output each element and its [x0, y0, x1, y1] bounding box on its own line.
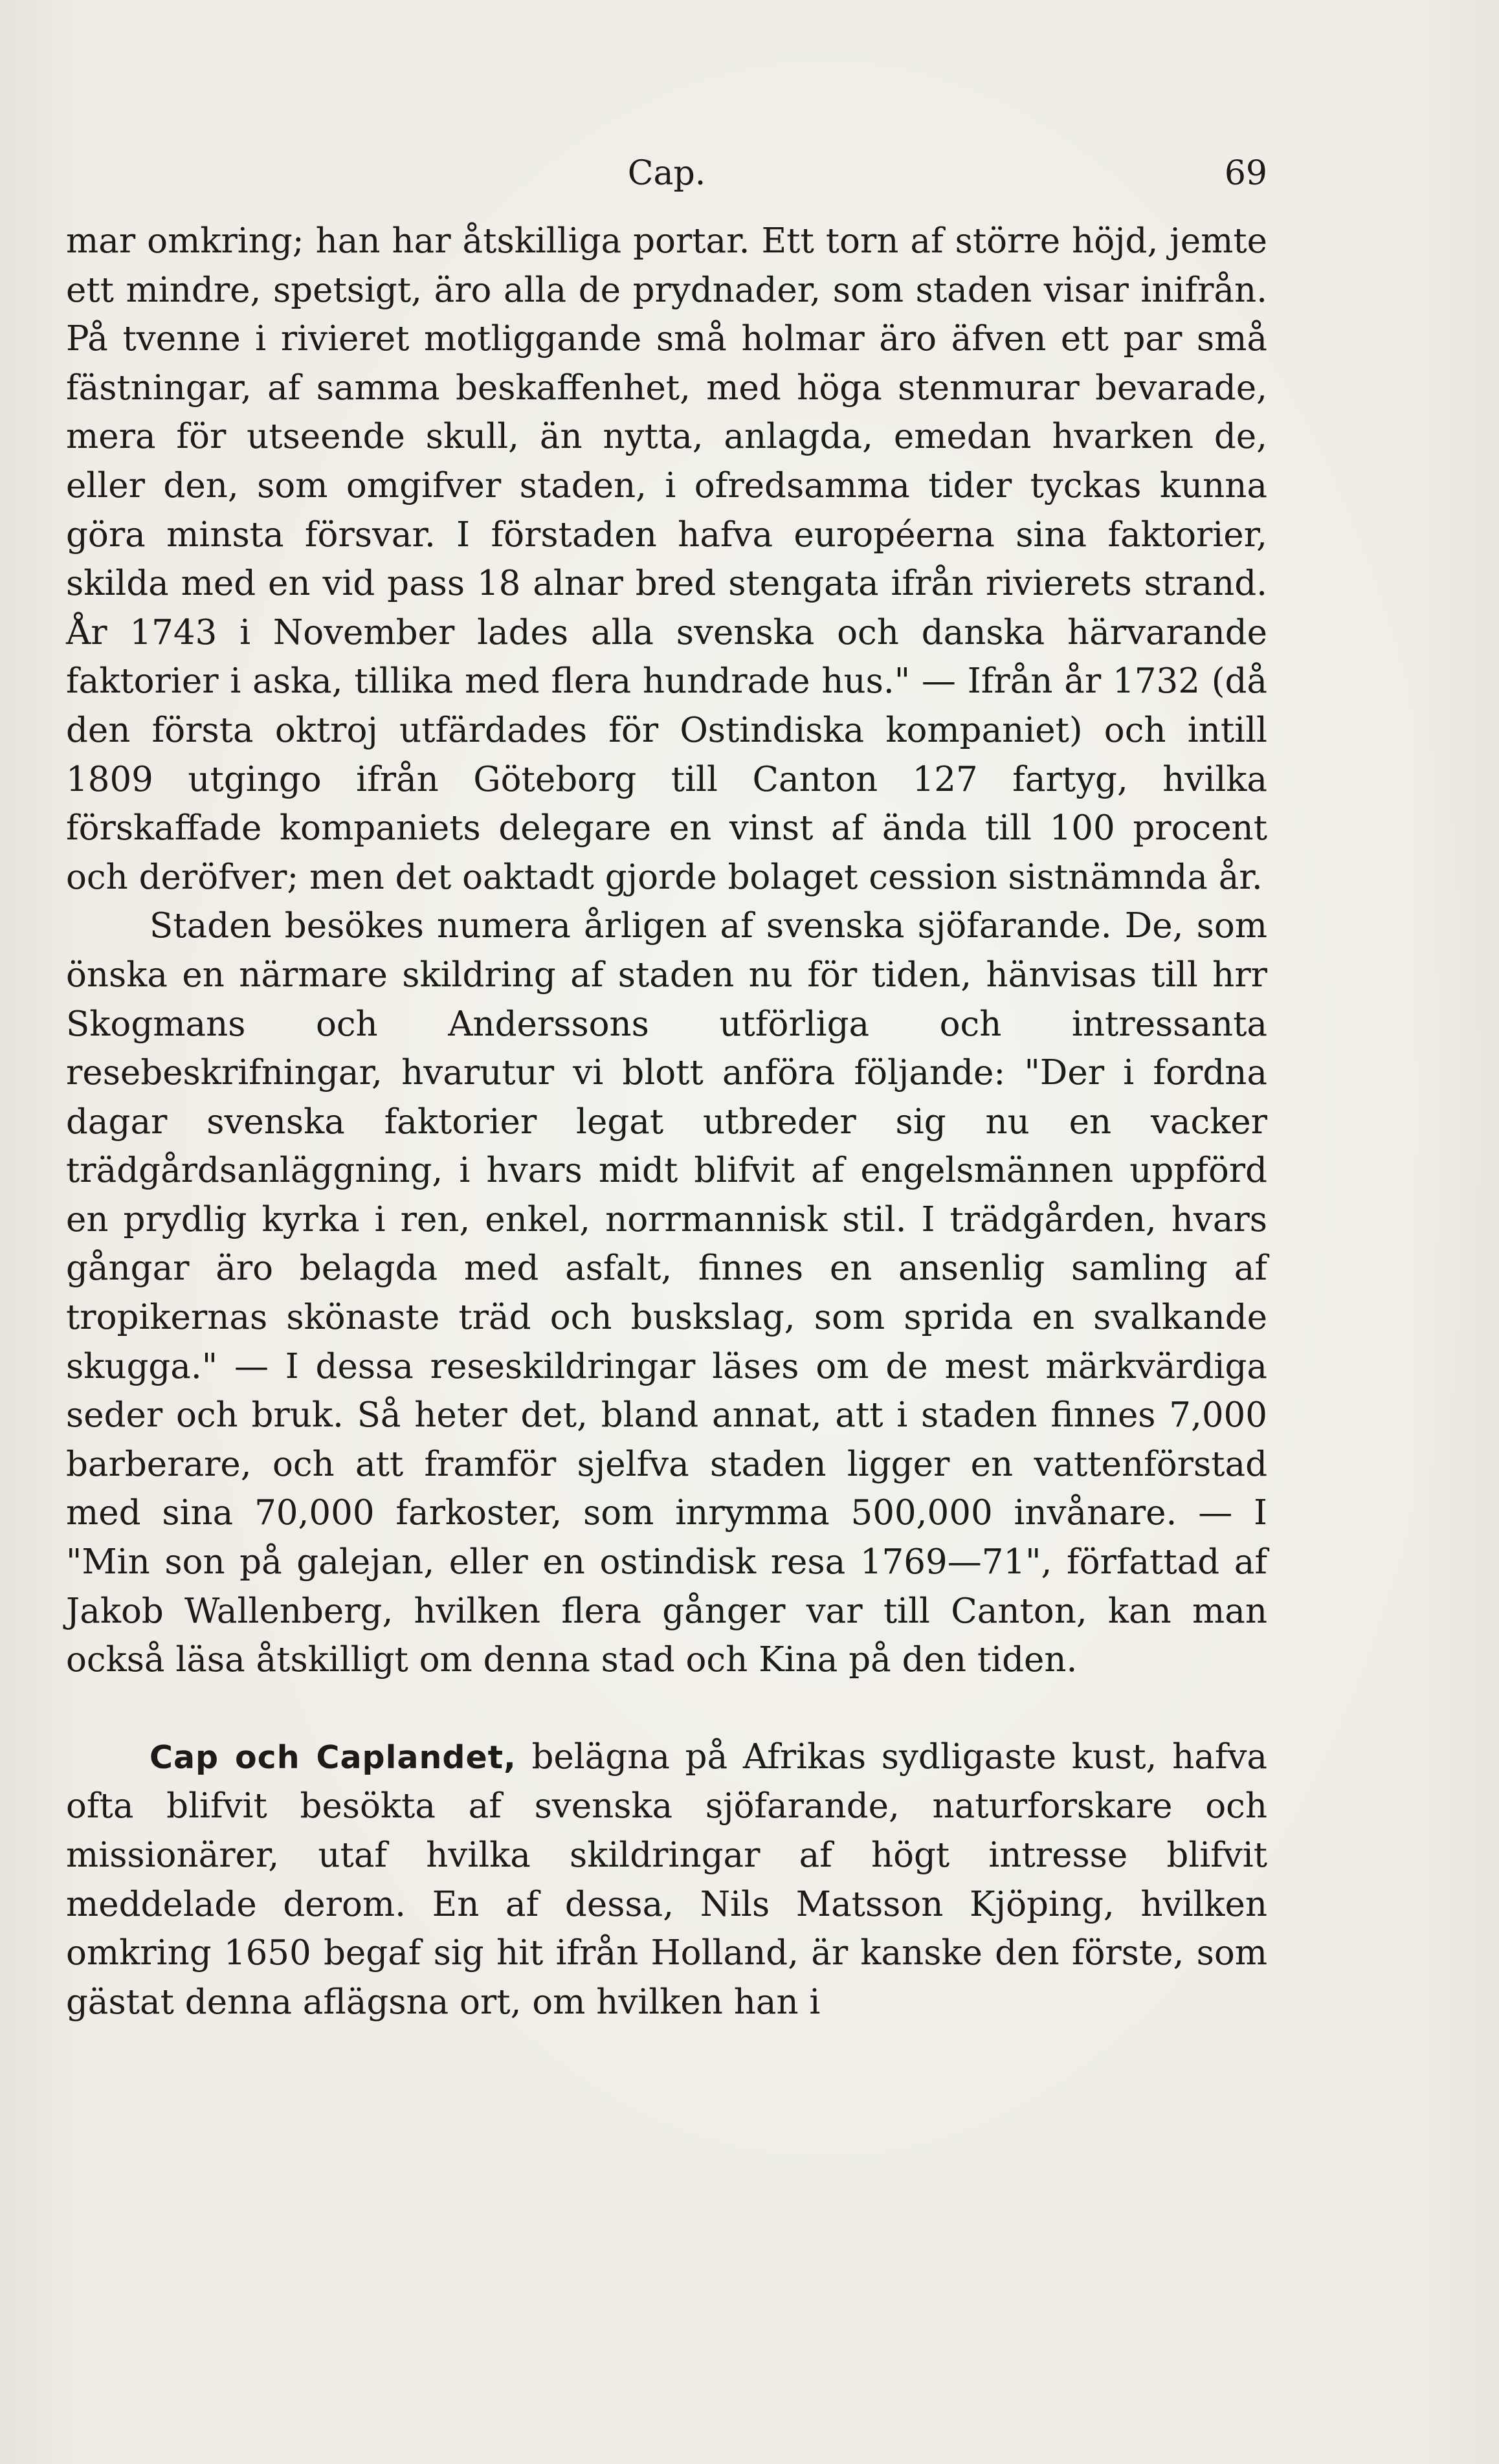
page-number: 69: [1224, 154, 1267, 193]
paragraph-canton-continued: mar omkring; han har åtskilliga portar. Ett torn af större höjd, jemte ett mindre, spetsigt, äro alla de prydnader, som staden visar inifrån. På tvenne i rivieret motliggande små holmar äro äfven ett par små fästningar, af samma beskaffenhet, med höga stenmurar bevarade, mera för utseende skull, än nytta, anlagda, emedan hvarken de, eller den, som omgifver staden, i ofredsamma tider tyckas kunna göra minsta försvar. I förstaden hafva européerna sina faktorier, skilda med en vid pass 18 alnar bred stengata ifrån rivierets strand. År 1743 i November lades alla svenska och danska härvarande faktorier i aska, tillika med flera hundrade hus." — Ifrån år 1732 (då den första oktroj utfärdades för Ostindiska kompaniet) och intill 1809 utgingo ifrån Göteborg till Canton 127 fartyg, hvilka förskaffade kompaniets delegare en vinst af ända till 100 procent och deröfver; men det oaktadt gjorde bolaget cession sistnämnda år.: [66, 221, 1267, 897]
entry-headword: Cap och Caplandet,: [150, 1738, 516, 1776]
body-text: [66, 217, 1267, 2026]
running-head: Cap.: [627, 154, 706, 193]
paragraph-cap-entry: [66, 1733, 1267, 2027]
paragraph-canton-visits: Staden besökes numera årligen af svenska sjöfarande. De, som önska en närmare skildring af staden nu för tiden, hänvisas till hrr Skogmans och Anderssons utförliga och intressanta resebeskrifningar, hvarutur vi blott anföra följande: "Der i fordna dagar svenska faktorier legat utbreder sig nu en vacker trädgårdsanläggning, i hvars midt blifvit af engelsmännen uppförd en prydlig kyrka i ren, enkel, norrmannisk stil. I trädgården, hvars gångar äro belagda med asfalt, finnes en ansenlig samling af tropikernas skönaste träd och buskslag, som sprida en svalkande skugga." — I dessa reseskildringar läses om de mest märkvärdiga seder och bruk. Så heter det, bland annat, att i staden finnes 7,000 barberare, och att framför sjelfva staden ligger en vattenförstad med sina 70,000 farkoster, som inrymma 500,000 invånare. — I "Min son på galejan, eller en ostindisk resa 1769—71", författad af Jakob Wallenberg, hvilken flera gånger var till Canton, kan man också läsa åtskilligt om denna stad och Kina på den tiden.: [66, 906, 1267, 1680]
entry-text: belägna på Afrikas sydligaste kust, hafva ofta blifvit besökta af svenska sjöfarande, naturforskare och missionärer, utaf hvilka skildringar af högt intresse blifvit meddelade derom. En af dessa, Nils Matsson Kjöping, hvilken omkring 1650 begaf sig hit ifrån Holland, är kanske den förste, som gästat denna aflägsna ort, om hvilken han i: [66, 1737, 1267, 2022]
section-gap: [66, 1685, 1267, 1733]
page-header: [66, 148, 1267, 199]
